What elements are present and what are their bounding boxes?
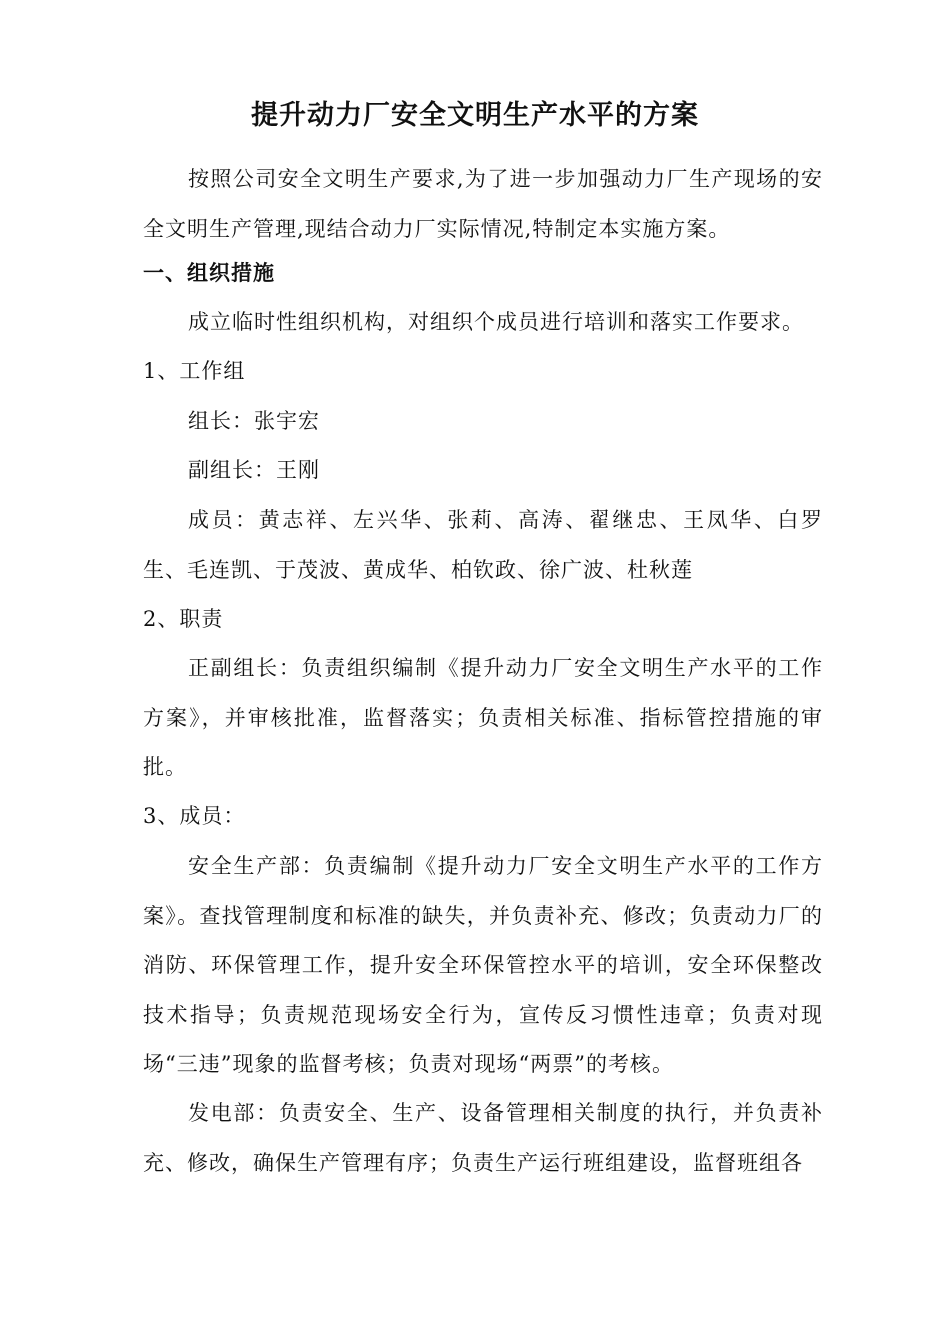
section-heading-organization: 一、组织措施: [143, 261, 275, 285]
subheading-duties: 2、职责: [143, 607, 224, 631]
group-leader-line: 组长：张宇宏: [188, 409, 320, 433]
subheading-working-group: 1、工作组: [143, 359, 246, 383]
intro-paragraph: 按照公司安全文明生产要求,为了进一步加强动力厂生产现场的安全文明生产管理,现结合动力厂实际情况,特制定本实施方案。: [143, 167, 823, 241]
power-department-paragraph: 发电部：负责安全、生产、设备管理相关制度的执行，并负责补充、修改，确保生产管理有序；负责生产运行班组建设，监督班组各: [143, 1101, 823, 1175]
organization-lead-paragraph: 成立临时性组织机构，对组织个成员进行培训和落实工作要求。: [188, 310, 804, 334]
duties-leaders-paragraph: 正副组长：负责组织编制《提升动力厂安全文明生产水平的工作方案》，并审核批准，监督落实；负责相关标准、指标管控措施的审批。: [143, 656, 823, 779]
safety-department-paragraph: 安全生产部：负责编制《提升动力厂安全文明生产水平的工作方案》。查找管理制度和标准的缺失，并负责补充、修改；负责动力厂的消防、环保管理工作，提升安全环保管控水平的培训，安全环保整改技术指导；负责规范现场安全行为，宣传反习惯性违章；负责对现场“三违”现象的监督考核；负责对现场“两票”的考核。: [143, 854, 823, 1076]
members-paragraph: 成员：黄志祥、左兴华、张莉、高涛、翟继忠、王凤华、白罗生、毛连凯、于茂波、黄成华、柏钦政、徐广波、杜秋莲: [143, 508, 823, 582]
subheading-members: 3、成员：: [143, 804, 246, 828]
deputy-leader-line: 副组长：王刚: [188, 458, 320, 482]
document-title: 提升动力厂安全文明生产水平的方案: [251, 100, 699, 131]
